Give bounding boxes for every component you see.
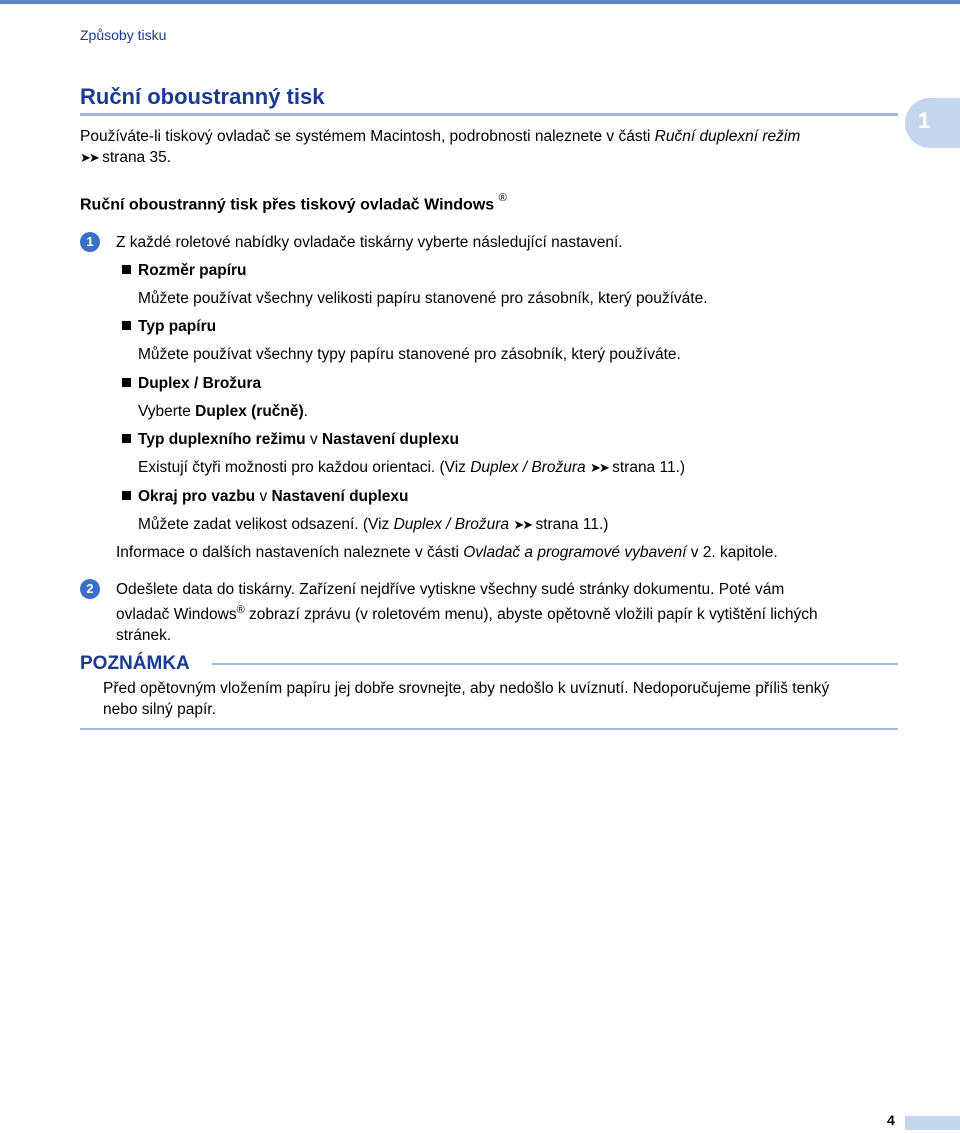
intro-paragraph	[80, 126, 890, 168]
step-2-text	[116, 579, 906, 646]
chevron-icon: ➤➤	[80, 150, 98, 165]
chevron-icon: ➤➤	[590, 460, 608, 475]
step-2-line-2a: ovladač Windows	[116, 606, 237, 624]
setting-label-duplex-type	[138, 429, 459, 450]
setting-label-duplex-type-a: Typ duplexního režimu	[138, 431, 306, 448]
step-2-line-3: stránek.	[116, 627, 172, 645]
bullet-icon	[122, 434, 131, 443]
setting-label-paper-type: Typ papíru	[138, 318, 217, 335]
subsection-title	[80, 194, 507, 214]
more-info-text: Informace o dalších nastaveních naleznete v části	[116, 544, 464, 561]
section-title-rule	[80, 113, 898, 116]
bullet-icon	[122, 378, 131, 387]
more-info-chapter: v 2. kapitole.	[686, 544, 778, 561]
setting-desc-duplex-end: .	[303, 403, 308, 420]
setting-label-binding-offset-a: Okraj pro vazbu	[138, 488, 256, 505]
page-number: 4	[887, 1112, 895, 1128]
setting-desc-duplex	[138, 401, 308, 422]
setting-desc-paper-size: Můžete používat všechny velikosti papíru stanovené pro zásobník, který používáte.	[138, 290, 708, 307]
intro-text: Používáte-li tiskový ovladač se systémem Macintosh, podrobnosti naleznete v části	[80, 128, 655, 145]
note-rule-bottom	[80, 728, 898, 730]
driver-software-link[interactable]: Ovladač a programové vybavení	[463, 544, 687, 561]
more-info-paragraph	[116, 542, 778, 563]
intro-page-ref: strana 35.	[97, 149, 172, 166]
setting-desc-duplex-type	[138, 457, 685, 478]
setting-label-paper-size: Rozměr papíru	[138, 262, 247, 279]
setting-desc-binding-offset-page: strana 11.)	[531, 516, 609, 533]
step-number-2: 2	[80, 579, 100, 599]
step-2-line-1: Odešlete data do tiskárny. Zařízení nejdříve vytiskne všechny sudé stránky dokumentu. Poté vám	[116, 581, 785, 598]
setting-desc-duplex-value: Duplex (ručně)	[195, 403, 304, 420]
setting-desc-paper-type: Můžete používat všechny typy papíru stanovené pro zásobník, který používáte.	[138, 346, 681, 363]
setting-desc-duplex-text: Vyberte	[138, 403, 196, 420]
chevron-icon: ➤➤	[513, 517, 532, 532]
bullet-icon	[122, 321, 131, 330]
page-tab	[905, 1116, 960, 1130]
note-line-2: nebo silný papír.	[103, 701, 216, 718]
duplex-brochure-link[interactable]: Duplex / Brožura	[470, 459, 586, 476]
chapter-number: 1	[918, 108, 931, 133]
setting-label-duplex-type-b: Nastavení duplexu	[322, 431, 459, 448]
intro-link[interactable]: Ruční duplexní režim	[654, 128, 801, 145]
step-number-1: 1	[80, 232, 100, 252]
setting-label-binding-offset-b: Nastavení duplexu	[271, 488, 409, 505]
note-line-1: Před opětovným vložením papíru jej dobře srovnejte, aby nedošlo k uvíznutí. Nedoporučujeme příliš tenký	[103, 680, 830, 697]
running-head: Způsoby tisku	[80, 27, 167, 43]
setting-label-connector: v	[305, 431, 323, 448]
setting-desc-binding-offset-text: Můžete zadat velikost odsazení. (Viz	[138, 516, 394, 533]
note-rule-top	[212, 663, 898, 665]
setting-label-duplex: Duplex / Brožura	[138, 375, 262, 392]
top-rule	[0, 0, 960, 4]
setting-label-binding-offset	[138, 486, 409, 507]
registered-mark: ®	[236, 604, 245, 616]
setting-desc-binding-offset	[138, 514, 608, 535]
note-title: POZNÁMKA	[80, 653, 190, 674]
step-2-line-2b: zobrazí zprávu (v roletovém menu), abyste opětovně vložili papír k vytištění lichých	[244, 606, 818, 624]
setting-label-connector: v	[255, 488, 272, 505]
setting-desc-duplex-type-text: Existují čtyři možnosti pro každou orientaci. (Viz	[138, 459, 471, 476]
subsection-title-text: Ruční oboustranný tisk přes tiskový ovladač Windows	[80, 196, 495, 214]
note-text	[103, 678, 898, 720]
chapter-tab	[905, 98, 960, 148]
setting-desc-duplex-type-page: strana 11.)	[607, 459, 686, 476]
section-title: Ruční oboustranný tisk	[80, 84, 325, 109]
step-1-text: Z každé roletové nabídky ovladače tiskárny vyberte následující nastavení.	[116, 234, 623, 251]
duplex-brochure-link[interactable]: Duplex / Brožura	[393, 516, 510, 533]
bullet-icon	[122, 491, 131, 500]
bullet-icon	[122, 265, 131, 274]
registered-mark: ®	[498, 192, 507, 204]
